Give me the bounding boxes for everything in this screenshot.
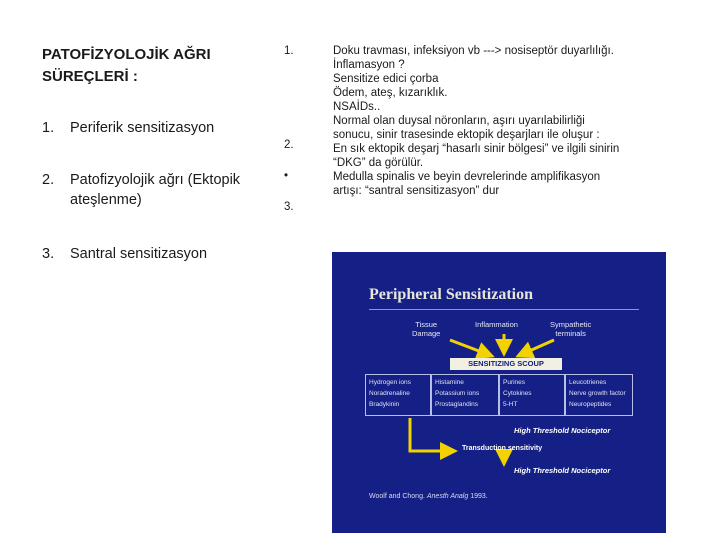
figure-citation: [369, 493, 488, 500]
mediator-group-2: [431, 374, 499, 416]
list-number: 3.: [42, 246, 55, 262]
title-divider: [369, 309, 639, 310]
figure-title: Peripheral Sensitization: [369, 286, 533, 303]
label-line: Tissue: [415, 320, 438, 329]
list-number: 1.: [42, 120, 55, 136]
list-text-line-2: ateşlenme): [70, 192, 142, 208]
mediator-group-3: [499, 374, 565, 416]
text-line: Doku travması, infeksiyon vb ---> nosiseptör duyarlılığı.: [333, 45, 614, 57]
mediator-group-4: [565, 374, 633, 416]
text-line: artışı: “santral sensitizasyon” dur: [333, 185, 500, 197]
text-line: İnflamasyon ?: [333, 59, 405, 71]
label-tissue-damage: [412, 320, 440, 338]
mediator-group-1: [365, 374, 431, 416]
list-text: Periferik sensitizasyon: [70, 120, 215, 136]
list-item-central: [42, 244, 207, 264]
list-number: 2.: [42, 172, 55, 188]
title-line-2: SÜREÇLERİ :: [42, 68, 138, 85]
citation-authors: Woolf and Chong.: [369, 493, 425, 500]
text-line: sonucu, sinir trasesinde ektopik deşarjları ile oluşur :: [333, 129, 600, 141]
list-item-peripheral: [42, 118, 214, 138]
mediator: Prostaglandins: [435, 401, 478, 408]
mediator: Noradrenaline: [369, 390, 410, 397]
peripheral-sensitization-figure: [332, 252, 666, 533]
label-line: Damage: [412, 329, 441, 338]
marker-2: 2.: [284, 139, 294, 151]
label-htn-upper: High Threshold Nociceptor: [514, 426, 611, 435]
mediator: Histamine: [435, 379, 464, 386]
list-text-line-1: Patofizyolojik ağrı (Ektopik: [70, 172, 241, 188]
text-line: Ödem, ateş, kızarıklık.: [333, 87, 448, 99]
citation-journal: Anesth Analg: [426, 493, 469, 500]
label-inflammation: Inflammation: [475, 320, 518, 329]
label-line: terminals: [555, 329, 586, 338]
list-item-pathophysiologic: [42, 170, 240, 210]
label-htn-lower: High Threshold Nociceptor: [514, 466, 611, 475]
citation-year: 1993.: [470, 493, 488, 500]
text-line: Medulla spinalis ve beyin devrelerinde amplifikasyon: [333, 171, 601, 183]
label-transduction: Transduction sensitivity: [462, 445, 543, 452]
text-line: Sensitize edici çorba: [333, 73, 439, 85]
page-title: [42, 44, 272, 88]
mediator: Hydrogen ions: [369, 379, 411, 386]
arrow-sympathetic: [518, 340, 554, 356]
marker-bullet: •: [284, 170, 289, 182]
mediator: Purines: [503, 379, 526, 386]
mediator: 5-HT: [503, 401, 518, 408]
label-sympathetic-terminals: [550, 320, 591, 338]
text-line: En sık ektopik deşarj “hasarlı sinir bölgesi” ve ilgili sinirin: [333, 143, 620, 155]
label-line: Sympathetic: [550, 320, 592, 329]
marker-1: 1.: [284, 45, 294, 57]
title-line-1: PATOFİZYOLOJİK AĞRI: [42, 46, 211, 63]
arrow-to-transduction: [410, 418, 455, 451]
mediator: Nerve growth factor: [569, 390, 626, 397]
text-line: NSAİDs..: [333, 101, 381, 113]
mediator: Leucotrienes: [569, 379, 607, 386]
list-text: Santral sensitizasyon: [70, 246, 208, 262]
text-line: Normal olan duysal nöronların, aşırı uyarılabilirliği: [333, 115, 585, 127]
marker-3: 3.: [284, 201, 294, 213]
mediator: Neuropeptides: [569, 401, 612, 408]
arrow-tissue: [450, 340, 492, 356]
text-line: “DKG” da görülür.: [333, 157, 424, 169]
mediator: Cytokines: [503, 390, 532, 397]
mediator: Bradykinin: [369, 401, 400, 408]
mediator: Potassium ions: [435, 390, 480, 397]
sensitizing-soup-label: SENSITIZING SCOUP: [450, 358, 562, 370]
